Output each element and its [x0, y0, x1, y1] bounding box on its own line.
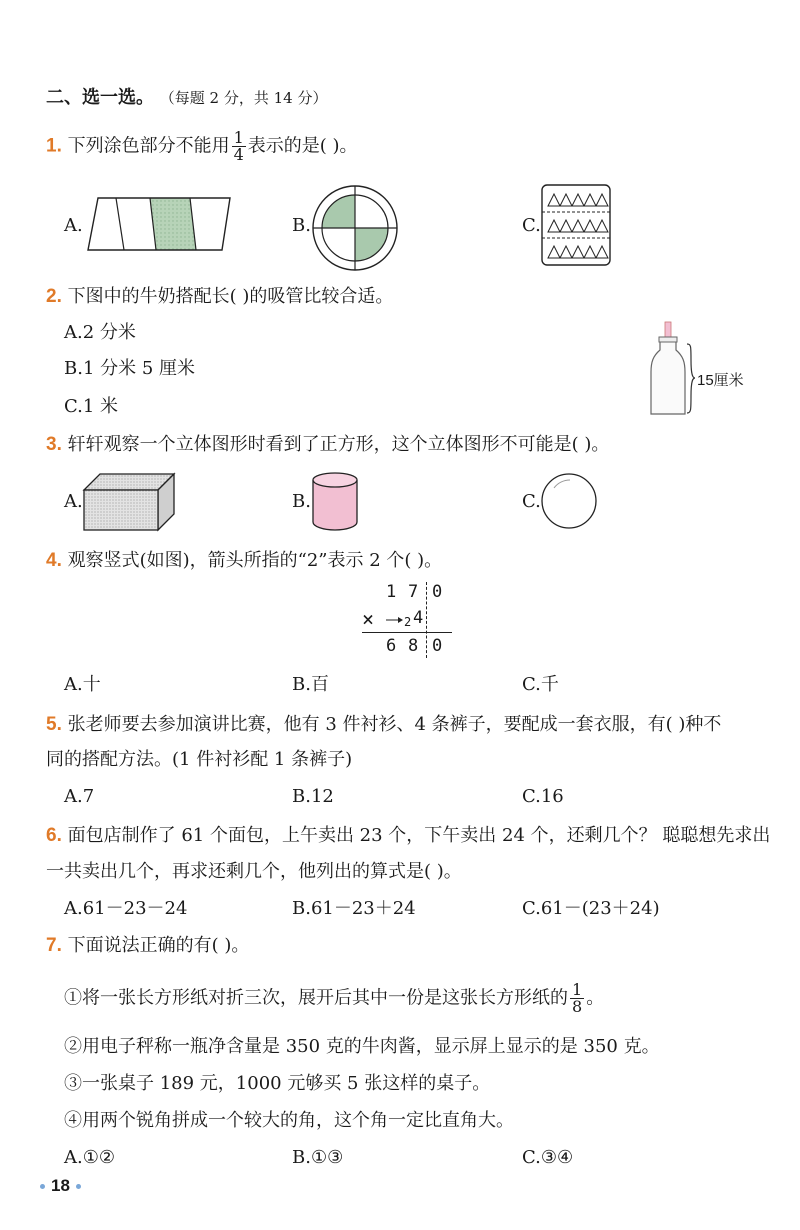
question-text: 下列涂色部分不能用 [67, 135, 230, 157]
question-text: 面包店制作了 61 个面包，上午卖出 23 个，下午卖出 24 个，还剩几个？ 聪聪想先求出 [67, 825, 771, 846]
milk-bottle-figure [645, 320, 695, 418]
question-number: 1. [46, 135, 62, 157]
option-b-label[interactable]: B. [292, 491, 311, 512]
digit: 4 [413, 608, 424, 628]
option-a[interactable]: A.61－23－24 [64, 898, 188, 919]
option-c[interactable]: C.61－(23＋24) [522, 898, 660, 919]
brace [687, 344, 695, 413]
option-b-label[interactable]: B. [292, 215, 311, 236]
times-sign: × [362, 607, 375, 631]
statement-2: ②用电子秤称一瓶净含量是 350 克的牛肉酱，显示屏上显示的是 350 克。 [64, 1036, 660, 1057]
page-footer [34, 1176, 87, 1196]
option-c[interactable]: C.千 [522, 674, 559, 695]
question-text: 下面说法正确的有( )。 [67, 935, 250, 956]
digit: 6 [386, 636, 397, 656]
question-text-end: 表示的是( )。 [247, 135, 358, 157]
digit: 8 [408, 636, 419, 656]
question-7 [46, 934, 249, 958]
shaded-part [150, 198, 196, 250]
option-c-label[interactable]: C. [522, 215, 541, 236]
question-5 [46, 713, 721, 737]
section-title: 二、选一选。 [46, 87, 154, 108]
question-6 [46, 824, 770, 848]
question-3 [46, 433, 609, 457]
statement-text: ①将一张长方形纸对折三次，展开后其中一份是这张长方形纸的 [64, 987, 568, 1009]
page-number: 18 [51, 1176, 70, 1195]
option-c-label[interactable]: C. [522, 491, 541, 512]
statement-4: ④用两个锐角拼成一个较大的角，这个角一定比直角大。 [64, 1110, 514, 1131]
option-a[interactable]: A.2 分米 [64, 322, 136, 343]
question-number: 6. [46, 825, 62, 846]
numerator: 1 [233, 128, 244, 147]
dashed-divider [426, 582, 427, 658]
statement-end: 。 [586, 987, 605, 1009]
cylinder-figure [310, 470, 360, 532]
digit: 1 [386, 582, 397, 602]
statement-1 [64, 982, 604, 1015]
option-b[interactable]: B.1 分米 5 厘米 [64, 358, 196, 379]
question-number: 4. [46, 550, 62, 571]
question-number: 3. [46, 434, 62, 455]
option-b[interactable]: B.①③ [292, 1147, 344, 1168]
question-text: 观察竖式(如图)，箭头所指的“2”表示 2 个( )。 [67, 550, 443, 571]
question-2 [46, 285, 393, 309]
result-line [362, 632, 452, 633]
cuboid-figure [82, 472, 176, 532]
digit: 0 [432, 582, 443, 602]
question-5-line-2: 同的搭配方法。(1 件衬衫配 1 条裤子) [46, 749, 353, 770]
bottle [651, 340, 685, 414]
bottle-height-label: 15厘米 [697, 372, 744, 389]
question-4 [46, 549, 442, 573]
section-note: （每题 2 分，共 14 分） [159, 89, 328, 107]
option-a-label[interactable]: A. [64, 491, 83, 512]
vertical-multiplication [360, 582, 460, 658]
fraction [570, 982, 584, 1015]
question-1 [46, 130, 358, 163]
option-c[interactable]: C.③④ [522, 1147, 574, 1168]
arrow-icon [384, 615, 404, 625]
digit-small: 2 [404, 615, 412, 629]
sphere-figure [540, 472, 598, 530]
digit: 7 [408, 582, 419, 602]
question-text: 张老师要去参加演讲比赛，他有 3 件衬衫、4 条裤子，要配成一套衣服，有( )种不 [67, 714, 722, 735]
option-b[interactable]: B.百 [292, 674, 329, 695]
question-number: 5. [46, 714, 62, 735]
question-text: 轩轩观察一个立体图形时看到了正方形，这个立体图形不可能是( )。 [67, 434, 610, 455]
option-a[interactable]: A.7 [64, 786, 95, 807]
dot-icon [40, 1184, 45, 1189]
triangle-card-figure [540, 183, 612, 267]
option-b[interactable]: B.61－23＋24 [292, 898, 416, 919]
ring-figure [310, 183, 400, 273]
statement-3: ③一张桌子 189 元，1000 元够买 5 张这样的桌子。 [64, 1073, 491, 1094]
dot-icon [76, 1184, 81, 1189]
option-a[interactable]: A.①② [64, 1147, 115, 1168]
denominator: 4 [233, 145, 244, 164]
digit: 0 [432, 636, 443, 656]
option-c[interactable]: C.1 米 [64, 396, 119, 417]
option-b[interactable]: B.12 [292, 786, 334, 807]
parallelogram-figure [84, 196, 234, 254]
denominator: 8 [572, 997, 583, 1016]
fraction [232, 130, 246, 163]
option-a[interactable]: A.十 [64, 674, 101, 695]
question-number: 2. [46, 286, 62, 307]
question-text: 下图中的牛奶搭配长( )的吸管比较合适。 [67, 286, 394, 307]
question-6-line-2: 一共卖出几个，再求还剩几个，他列出的算式是( )。 [46, 861, 462, 882]
section-header [46, 86, 327, 110]
option-a-label[interactable]: A. [64, 215, 83, 236]
option-c[interactable]: C.16 [522, 786, 564, 807]
question-number: 7. [46, 935, 62, 956]
numerator: 1 [572, 980, 583, 999]
